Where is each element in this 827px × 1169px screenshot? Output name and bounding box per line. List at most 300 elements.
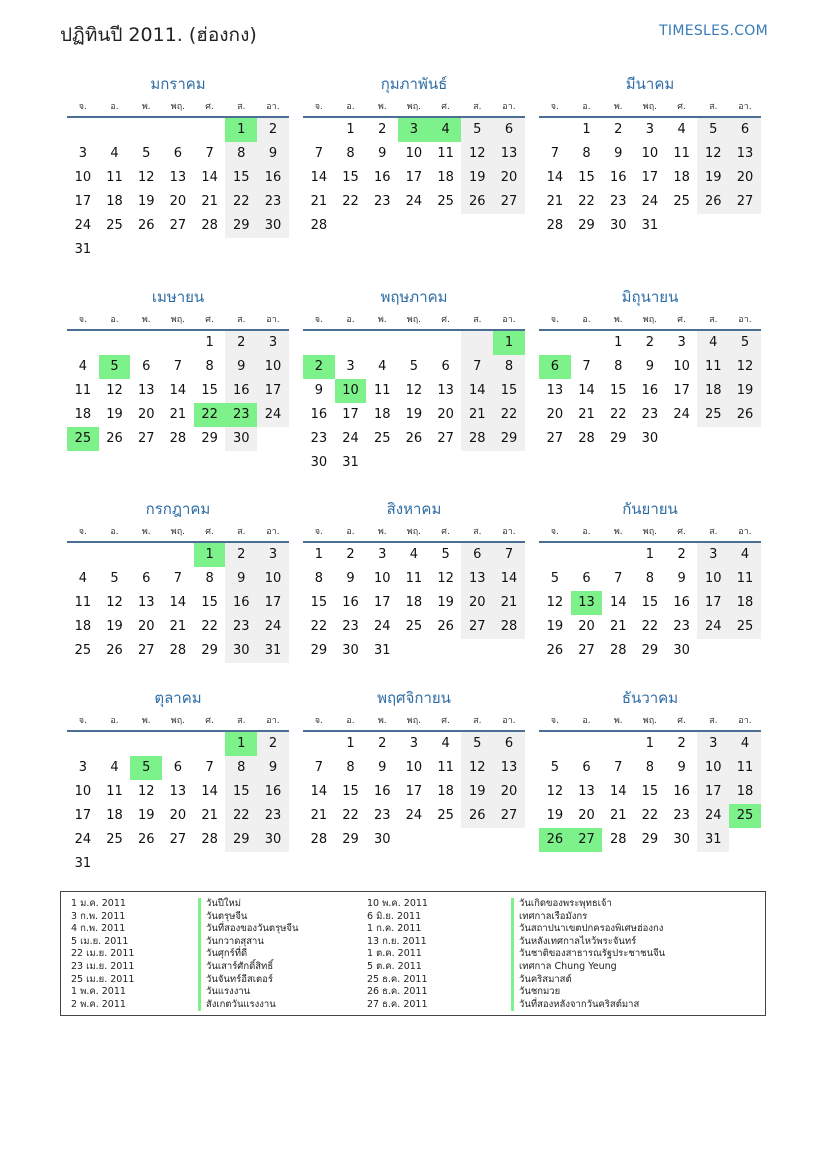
- empty-cell: [67, 331, 99, 355]
- day-cell: 26: [697, 190, 729, 214]
- day-cell: 24: [697, 615, 729, 639]
- day-cell: 6: [173, 146, 183, 161]
- weekday-label: พ.: [377, 527, 387, 537]
- day-cell: 2: [346, 547, 355, 562]
- day-cell: 9: [314, 383, 323, 398]
- day-cell: 29: [225, 828, 257, 852]
- holiday-day-cell: 2: [303, 355, 335, 379]
- month-name: พฤศจิกายน: [377, 689, 451, 707]
- weekday-label: พ.: [377, 102, 387, 112]
- empty-cell: [194, 118, 226, 142]
- day-cell: 6: [582, 760, 591, 775]
- legend-holiday-name: วันสถาปนาเขตปกครองพิเศษฮ่องกง: [511, 923, 665, 936]
- day-cell: 20: [137, 619, 155, 634]
- day-cell: 21: [578, 407, 595, 422]
- legend-date: 4 ก.พ. 2011: [71, 923, 126, 935]
- day-cell: 12: [106, 383, 123, 398]
- legend-date: 3 ก.พ. 2011: [71, 910, 126, 922]
- empty-cell: [539, 331, 571, 355]
- day-cell: 22: [342, 808, 359, 823]
- weekday-label: ส.: [473, 315, 482, 325]
- day-cell: 31: [257, 639, 289, 663]
- day-cell: 6: [493, 118, 525, 142]
- day-cell: 10: [641, 146, 659, 161]
- weekday-label: พ.: [141, 527, 151, 537]
- day-cell: 29: [641, 643, 659, 658]
- weekday-label: อ.: [110, 527, 119, 537]
- day-cell: 5: [461, 732, 493, 756]
- day-cell: 5: [697, 118, 729, 142]
- day-cell: 20: [461, 591, 493, 615]
- empty-cell: [602, 732, 634, 756]
- day-cell: 17: [673, 383, 690, 398]
- weekday-label: อ.: [346, 315, 355, 325]
- empty-cell: [162, 543, 194, 567]
- day-cell: 22: [493, 403, 525, 427]
- empty-cell: [539, 732, 571, 756]
- day-cell: 3: [677, 335, 686, 350]
- holiday-day-cell: 4: [430, 118, 462, 142]
- day-cell: 27: [169, 832, 187, 847]
- weekday-label: พฤ.: [642, 102, 658, 112]
- day-cell: 17: [74, 808, 92, 823]
- day-cell: 25: [697, 403, 729, 427]
- day-cell: 7: [205, 146, 214, 161]
- day-cell: 20: [578, 808, 595, 823]
- day-cell: 27: [137, 643, 155, 658]
- day-cell: 11: [74, 383, 92, 398]
- month-calendar: [303, 285, 525, 475]
- day-cell: 16: [257, 166, 289, 190]
- day-cell: 30: [225, 427, 257, 451]
- day-cell: 26: [729, 403, 761, 427]
- day-grid: [303, 331, 525, 475]
- day-cell: 12: [461, 142, 493, 166]
- day-cell: 28: [578, 431, 595, 446]
- weekday-label: อ.: [110, 716, 119, 726]
- weekday-label: ส.: [709, 315, 718, 325]
- weekday-label: จ.: [550, 102, 559, 112]
- day-cell: 3: [645, 122, 655, 137]
- day-cell: 2: [378, 736, 387, 751]
- empty-cell: [303, 331, 335, 355]
- day-cell: 28: [493, 615, 525, 639]
- weekday-label: พฤ.: [406, 527, 422, 537]
- weekday-label: อา.: [502, 315, 516, 325]
- day-cell: 17: [697, 780, 729, 804]
- day-cell: 22: [225, 804, 257, 828]
- day-cell: 13: [137, 383, 155, 398]
- day-cell: 21: [461, 403, 493, 427]
- legend-date: 25 ธ.ค. 2011: [367, 973, 428, 985]
- weekday-label: พฤ.: [642, 716, 658, 726]
- day-cell: 5: [110, 571, 119, 586]
- legend-holiday-name: วันชกมวย: [511, 986, 665, 999]
- day-cell: 3: [257, 331, 289, 355]
- day-cell: 16: [225, 591, 257, 615]
- weekday-header: [303, 313, 525, 331]
- holiday-day-cell: 27: [571, 828, 603, 852]
- day-cell: 28: [310, 218, 328, 233]
- day-cell: 12: [137, 784, 155, 799]
- day-cell: 23: [257, 190, 289, 214]
- day-cell: 1: [614, 335, 623, 350]
- day-cell: 14: [201, 170, 218, 185]
- legend-date: 25 เม.ย. 2011: [71, 973, 135, 985]
- empty-cell: [99, 732, 131, 756]
- day-cell: 20: [493, 166, 525, 190]
- day-cell: 14: [546, 170, 564, 185]
- day-cell: 24: [405, 194, 423, 209]
- day-cell: 1: [346, 736, 355, 751]
- weekday-header: [303, 525, 525, 543]
- day-cell: 13: [578, 784, 595, 799]
- day-cell: 6: [729, 118, 761, 142]
- weekday-label: พฤ.: [406, 315, 422, 325]
- empty-cell: [602, 543, 634, 567]
- day-cell: 19: [546, 619, 564, 634]
- holiday-day-cell: 26: [539, 828, 571, 852]
- day-cell: 20: [137, 407, 155, 422]
- month-name: มีนาคม: [625, 75, 675, 93]
- legend-names-col-2: [511, 898, 665, 1011]
- day-cell: 26: [106, 431, 123, 446]
- day-cell: 28: [310, 832, 328, 847]
- day-cell: 7: [314, 760, 323, 775]
- day-cell: 24: [641, 194, 659, 209]
- day-cell: 4: [729, 543, 761, 567]
- day-cell: 24: [74, 218, 92, 233]
- day-cell: 8: [346, 760, 355, 775]
- day-cell: 19: [461, 780, 493, 804]
- day-cell: 9: [225, 355, 257, 379]
- day-cell: 24: [342, 431, 359, 446]
- empty-cell: [430, 331, 462, 355]
- day-cell: 18: [729, 780, 761, 804]
- weekday-label: จ.: [78, 102, 87, 112]
- day-cell: 16: [641, 383, 659, 398]
- weekday-label: พ.: [141, 315, 151, 325]
- day-cell: 13: [169, 784, 187, 799]
- day-cell: 11: [729, 567, 761, 591]
- day-cell: 15: [310, 595, 328, 610]
- weekday-label: อา.: [738, 102, 752, 112]
- holiday-day-cell: 6: [539, 355, 571, 379]
- day-cell: 4: [409, 547, 419, 562]
- legend-holiday-name: วันหลังเทศกาลไหว้พระจันทร์: [511, 936, 665, 949]
- day-cell: 27: [437, 431, 454, 446]
- empty-cell: [366, 331, 398, 355]
- legend-holiday-name: วันตรุษจีน: [198, 911, 299, 924]
- weekday-label: พฤ.: [170, 716, 186, 726]
- day-cell: 13: [437, 383, 454, 398]
- legend-date: 10 พ.ค. 2011: [367, 898, 428, 909]
- day-cell: 21: [493, 591, 525, 615]
- weekday-label: อา.: [502, 102, 516, 112]
- day-cell: 5: [441, 547, 450, 562]
- empty-cell: [162, 118, 194, 142]
- day-cell: 2: [225, 543, 257, 567]
- day-cell: 6: [461, 543, 493, 567]
- holiday-day-cell: 3: [398, 118, 430, 142]
- holiday-day-cell: 25: [729, 804, 761, 828]
- legend-date: 26 ธ.ค. 2011: [367, 986, 428, 998]
- month-name: กรกฎาคม: [145, 500, 211, 518]
- day-cell: 2: [677, 547, 686, 562]
- day-cell: 1: [582, 122, 591, 137]
- day-cell: 29: [342, 832, 359, 847]
- day-cell: 7: [461, 355, 493, 379]
- holiday-day-cell: 10: [335, 379, 367, 403]
- day-cell: 28: [169, 431, 187, 446]
- day-cell: 2: [225, 331, 257, 355]
- brand-link[interactable]: TIMESLES.COM: [659, 23, 768, 39]
- day-cell: 9: [257, 142, 289, 166]
- month-calendar: [67, 285, 289, 451]
- weekday-label: พ.: [377, 315, 387, 325]
- day-cell: 13: [169, 170, 187, 185]
- day-cell: 10: [405, 146, 423, 161]
- month-name: มิถุนายน: [621, 288, 679, 306]
- weekday-label: จ.: [550, 527, 559, 537]
- day-cell: 7: [205, 760, 214, 775]
- legend-holiday-name: วันที่สองของวันตรุษจีน: [198, 923, 299, 936]
- day-cell: 28: [169, 643, 187, 658]
- day-cell: 5: [409, 359, 419, 374]
- day-cell: 10: [373, 571, 391, 586]
- legend-dates-col-1: [71, 898, 134, 1011]
- weekday-label: ส.: [709, 102, 718, 112]
- empty-cell: [398, 331, 430, 355]
- day-cell: 18: [405, 595, 423, 610]
- legend-date: 5 ต.ค. 2011: [367, 960, 422, 972]
- day-cell: 7: [173, 571, 183, 586]
- day-cell: 30: [257, 214, 289, 238]
- day-grid: [67, 732, 289, 876]
- day-cell: 11: [74, 595, 92, 610]
- day-cell: 30: [673, 643, 690, 658]
- day-cell: 3: [697, 543, 729, 567]
- day-cell: 25: [437, 808, 454, 823]
- weekday-label: อ.: [346, 716, 355, 726]
- weekday-label: พ.: [613, 527, 623, 537]
- legend-date: 1 ก.ค. 2011: [367, 923, 422, 935]
- day-cell: 11: [673, 146, 690, 161]
- legend-holiday-name: วันคริสมาสต์: [511, 974, 665, 987]
- month-calendar: [539, 497, 761, 663]
- day-cell: 10: [74, 170, 92, 185]
- day-cell: 19: [437, 595, 454, 610]
- legend-date: 23 เม.ย. 2011: [71, 960, 135, 972]
- day-cell: 14: [310, 170, 328, 185]
- day-cell: 12: [546, 595, 564, 610]
- day-cell: 27: [729, 190, 761, 214]
- weekday-label: อ.: [110, 315, 119, 325]
- day-cell: 16: [373, 784, 391, 799]
- month-calendar: [67, 686, 289, 876]
- month-calendar: [67, 72, 289, 262]
- day-cell: 29: [609, 431, 627, 446]
- legend-date: 2 พ.ค. 2011: [71, 998, 126, 1010]
- day-cell: 23: [641, 407, 659, 422]
- day-cell: 22: [641, 619, 659, 634]
- day-cell: 22: [641, 808, 659, 823]
- day-cell: 10: [697, 567, 729, 591]
- day-cell: 2: [614, 122, 623, 137]
- day-cell: 9: [257, 756, 289, 780]
- day-cell: 26: [106, 643, 123, 658]
- day-cell: 9: [378, 760, 387, 775]
- weekday-header: [303, 100, 525, 118]
- day-cell: 18: [74, 407, 92, 422]
- day-cell: 29: [578, 218, 595, 233]
- holiday-day-cell: 23: [225, 403, 257, 427]
- day-cell: 8: [205, 359, 214, 374]
- day-cell: 3: [409, 736, 419, 751]
- empty-cell: [303, 118, 335, 142]
- day-cell: 19: [461, 166, 493, 190]
- empty-cell: [67, 543, 99, 567]
- day-cell: 3: [346, 359, 355, 374]
- day-cell: 13: [493, 142, 525, 166]
- weekday-label: ศ.: [441, 716, 450, 726]
- day-cell: 23: [310, 431, 328, 446]
- day-cell: 21: [201, 194, 218, 209]
- day-cell: 8: [645, 571, 655, 586]
- day-cell: 15: [225, 780, 257, 804]
- day-cell: 20: [437, 407, 454, 422]
- weekday-label: พฤ.: [406, 102, 422, 112]
- day-cell: 10: [405, 760, 423, 775]
- weekday-header: [67, 313, 289, 331]
- day-cell: 4: [78, 359, 87, 374]
- empty-cell: [162, 732, 194, 756]
- day-cell: 27: [461, 615, 493, 639]
- weekday-label: อา.: [266, 315, 280, 325]
- day-cell: 5: [550, 571, 559, 586]
- month-name: สิงหาคม: [386, 500, 442, 518]
- weekday-label: พ.: [613, 315, 623, 325]
- day-cell: 23: [342, 619, 359, 634]
- holiday-day-cell: 22: [194, 403, 226, 427]
- day-cell: 12: [697, 142, 729, 166]
- weekday-label: พ.: [613, 102, 623, 112]
- day-cell: 7: [550, 146, 559, 161]
- weekday-label: พฤ.: [642, 527, 658, 537]
- day-cell: 21: [310, 194, 328, 209]
- day-cell: 15: [641, 784, 659, 799]
- day-cell: 21: [169, 407, 187, 422]
- weekday-label: ส.: [473, 102, 482, 112]
- day-cell: 31: [342, 455, 359, 470]
- day-cell: 14: [201, 784, 218, 799]
- day-cell: 16: [342, 595, 359, 610]
- holiday-day-cell: 1: [493, 331, 525, 355]
- empty-cell: [130, 118, 162, 142]
- day-cell: 4: [378, 359, 387, 374]
- weekday-header: [539, 714, 761, 732]
- legend-holiday-name: สังเกตวันแรงงาน: [198, 999, 299, 1012]
- empty-cell: [99, 118, 131, 142]
- day-cell: 11: [697, 355, 729, 379]
- day-cell: 15: [225, 166, 257, 190]
- day-cell: 27: [137, 431, 155, 446]
- day-cell: 17: [641, 170, 659, 185]
- day-cell: 26: [137, 832, 155, 847]
- day-cell: 28: [546, 218, 564, 233]
- weekday-label: จ.: [314, 315, 323, 325]
- day-cell: 16: [673, 784, 690, 799]
- month-name: กุมภาพันธ์: [380, 75, 448, 93]
- day-cell: 3: [78, 146, 87, 161]
- day-cell: 25: [729, 615, 761, 639]
- day-cell: 12: [729, 355, 761, 379]
- day-cell: 2: [378, 122, 387, 137]
- day-cell: 12: [405, 383, 423, 398]
- weekday-label: ศ.: [441, 527, 450, 537]
- legend-date: 27 ธ.ค. 2011: [367, 998, 428, 1010]
- legend-holiday-name: วันปีใหม่: [198, 898, 299, 911]
- day-cell: 29: [641, 832, 659, 847]
- day-cell: 30: [373, 832, 391, 847]
- empty-cell: [194, 732, 226, 756]
- weekday-label: พ.: [613, 716, 623, 726]
- day-cell: 27: [493, 804, 525, 828]
- weekday-header: [67, 100, 289, 118]
- day-cell: 18: [673, 170, 690, 185]
- day-cell: 19: [137, 194, 155, 209]
- day-cell: 29: [225, 214, 257, 238]
- day-cell: 25: [106, 218, 123, 233]
- day-cell: 22: [310, 619, 328, 634]
- weekday-label: พฤ.: [642, 315, 658, 325]
- day-cell: 3: [378, 547, 387, 562]
- day-cell: 8: [493, 355, 525, 379]
- weekday-label: อา.: [266, 716, 280, 726]
- legend-holiday-name: วันชาติของสาธารณรัฐประชาชนจีน: [511, 948, 665, 961]
- day-cell: 27: [578, 643, 595, 658]
- legend-date: 1 พ.ค. 2011: [71, 986, 126, 998]
- weekday-label: อ.: [582, 716, 591, 726]
- empty-cell: [130, 732, 162, 756]
- day-cell: 21: [201, 808, 218, 823]
- day-cell: 19: [546, 808, 564, 823]
- weekday-label: จ.: [314, 716, 323, 726]
- day-cell: 26: [137, 218, 155, 233]
- legend-holiday-name: เทศกาลเรือมังกร: [511, 911, 665, 924]
- weekday-label: อา.: [502, 527, 516, 537]
- day-cell: 3: [257, 543, 289, 567]
- day-cell: 31: [697, 828, 729, 852]
- day-cell: 26: [546, 643, 564, 658]
- weekday-label: ศ.: [677, 102, 686, 112]
- day-cell: 10: [673, 359, 690, 374]
- day-cell: 29: [310, 643, 328, 658]
- legend-holiday-name: วันจันทร์อีสเตอร์: [198, 974, 299, 987]
- empty-cell: [539, 543, 571, 567]
- legend-date: 13 ก.ย. 2011: [367, 935, 427, 947]
- day-cell: 12: [137, 170, 155, 185]
- month-calendar: [303, 72, 525, 238]
- weekday-label: ศ.: [441, 315, 450, 325]
- day-cell: 14: [493, 567, 525, 591]
- legend-holiday-name: วันศุกร์ที่ดี: [198, 948, 299, 961]
- day-cell: 1: [645, 736, 655, 751]
- day-cell: 16: [609, 170, 627, 185]
- day-cell: 30: [342, 643, 359, 658]
- empty-cell: [571, 732, 603, 756]
- day-cell: 9: [378, 146, 387, 161]
